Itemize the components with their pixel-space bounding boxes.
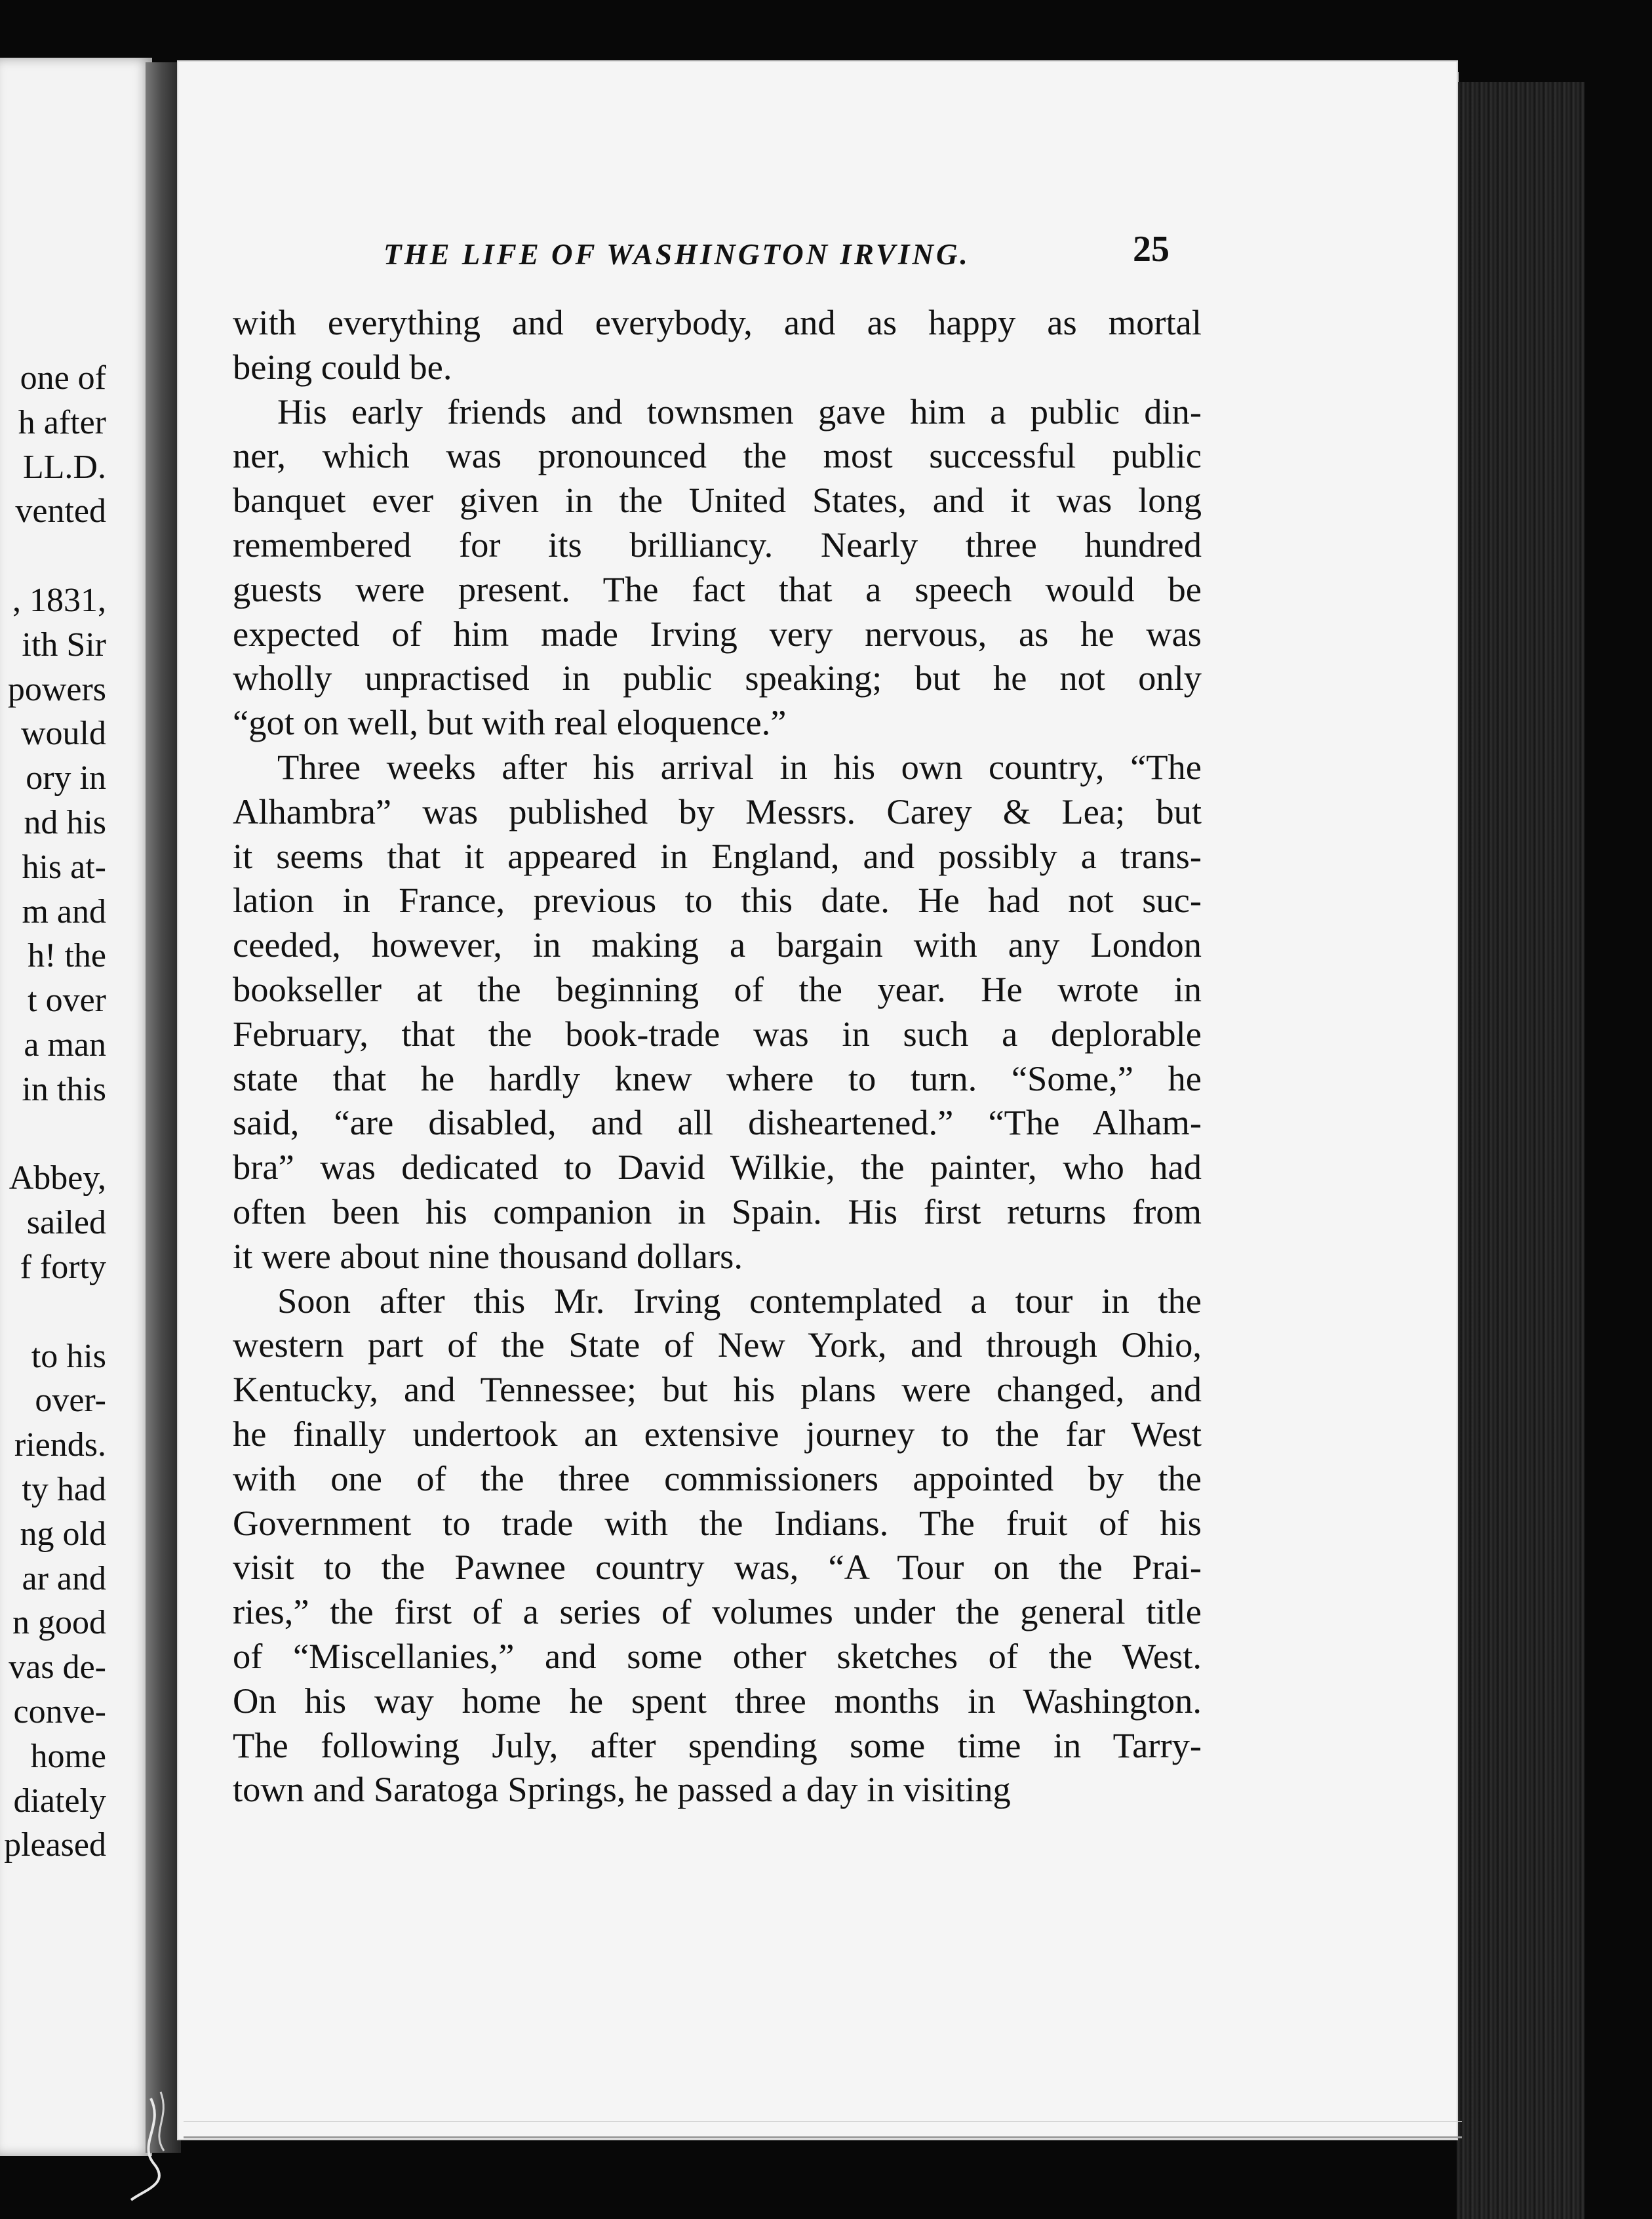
previous-page-line: a man [24, 1026, 106, 1064]
previous-page-line: in this [22, 1070, 106, 1108]
previous-page-line: ng old [20, 1515, 106, 1553]
previous-page-line: h after [18, 403, 106, 441]
previous-page-line: n good [12, 1604, 106, 1642]
previous-page-line: vented [15, 492, 106, 530]
previous-page-line: t over [28, 982, 106, 1020]
text-line: with one of the three commissioners appointed by the [233, 1458, 1202, 1498]
previous-page-line: f forty [20, 1248, 106, 1286]
running-head: THE LIFE OF WASHINGTON IRVING. [384, 238, 970, 271]
text-line: ceeded, however, in making a bargain with any London [233, 925, 1202, 965]
text-line: expected of him made Irving very nervous, as he was [233, 613, 1202, 654]
previous-page-line: his at- [22, 848, 106, 886]
previous-page-line: h! the [28, 937, 106, 975]
text-line: of “Miscellanies,” and some other sketches of the West. [233, 1635, 1202, 1676]
text-line: being could be. [233, 346, 452, 387]
previous-page-line: LL.D. [22, 448, 106, 486]
text-line: it were about nine thousand dollars. [233, 1235, 743, 1276]
text-line: said, “are disabled, and all disheartened.” “The Alham- [233, 1102, 1202, 1143]
page-number: 25 [1133, 229, 1170, 270]
text-line: “got on well, but with real eloquence.” [233, 702, 787, 743]
text-line: often been his companion in Spain. His first returns from [233, 1191, 1202, 1231]
text-line: Government to trade with the Indians. The fruit of his [233, 1502, 1202, 1543]
text-line: Soon after this Mr. Irving contemplated a tour in the [277, 1280, 1202, 1321]
previous-page-line [0, 1112, 106, 1157]
text-line: ner, which was pronounced the most successful public [233, 435, 1202, 476]
page-bottom-edge [184, 2121, 1462, 2138]
text-line: ries,” the first of a series of volumes under the general title [233, 1591, 1202, 1632]
text-line: Three weeks after his arrival in his own country, “The [277, 746, 1202, 787]
previous-page-line [0, 1290, 106, 1334]
previous-page-line: , 1831, [12, 581, 106, 619]
text-line: lation in France, previous to this date. He had not suc- [233, 880, 1202, 921]
text-line: remembered for its brilliancy. Nearly three hundred [233, 524, 1202, 565]
book-fore-edge [1457, 82, 1584, 2219]
text-line: western part of the State of New York, and through Ohio, [233, 1325, 1202, 1365]
text-line: February, that the book-trade was in such a deplorable [233, 1013, 1202, 1054]
text-line: bookseller at the beginning of the year. He wrote in [233, 969, 1202, 1009]
previous-page-line: home [30, 1737, 106, 1775]
book-gutter [146, 62, 181, 2153]
previous-page-line: to his [31, 1337, 106, 1375]
text-line: The following July, after spending some time in Tarry- [233, 1725, 1202, 1765]
previous-page-line: ar and [22, 1559, 106, 1597]
previous-page-line: ory in [26, 759, 106, 797]
previous-page-line: ith Sir [22, 626, 106, 664]
previous-page-line: m and [22, 892, 106, 930]
text-line: banquet ever given in the United States, and it was long [233, 480, 1202, 521]
text-line: guests were present. The fact that a speech would be [233, 569, 1202, 609]
text-line: On his way home he spent three months in Washington. [233, 1680, 1202, 1721]
previous-page-line: ty had [22, 1470, 106, 1508]
text-line: His early friends and townsmen gave him a public din- [277, 391, 1202, 431]
previous-page-line [0, 534, 106, 578]
previous-page-line: Abbey, [9, 1159, 106, 1197]
previous-page-line: conve- [13, 1692, 106, 1730]
text-line: Kentucky, and Tennessee; but his plans were changed, and [233, 1369, 1202, 1410]
text-line: bra” was dedicated to David Wilkie, the painter, who had [233, 1147, 1202, 1188]
text-line: town and Saratoga Springs, he passed a day in visiting [233, 1769, 1011, 1810]
text-line: it seems that it appeared in England, and possibly a trans- [233, 835, 1202, 876]
previous-page-line: nd his [24, 803, 106, 841]
previous-page-line: over- [35, 1382, 106, 1420]
text-line: with everything and everybody, and as happy as mortal [233, 302, 1202, 342]
previous-page-line: riends. [14, 1426, 106, 1464]
text-line: wholly unpractised in public speaking; but he not only [233, 658, 1202, 698]
previous-page [0, 58, 152, 2156]
previous-page-line: diately [13, 1782, 106, 1820]
text-line: visit to the Pawnee country was, “A Tour on the Prai- [233, 1547, 1202, 1588]
previous-page-line: powers [7, 670, 106, 708]
previous-page-line: vas de- [9, 1649, 106, 1687]
body-text [233, 300, 1202, 1812]
previous-page-line: pleased [4, 1826, 106, 1864]
loose-thread [125, 2085, 216, 2203]
previous-page-line: sailed [26, 1204, 106, 1242]
previous-page-line: one of [20, 359, 106, 397]
previous-page-line: would [21, 715, 106, 753]
text-line: Alhambra” was published by Messrs. Carey & Lea; but [233, 791, 1202, 831]
previous-page-text [0, 356, 106, 1868]
text-line: state that he hardly knew where to turn. “Some,” he [233, 1058, 1202, 1098]
text-line: he finally undertook an extensive journey to the far West [233, 1413, 1202, 1454]
